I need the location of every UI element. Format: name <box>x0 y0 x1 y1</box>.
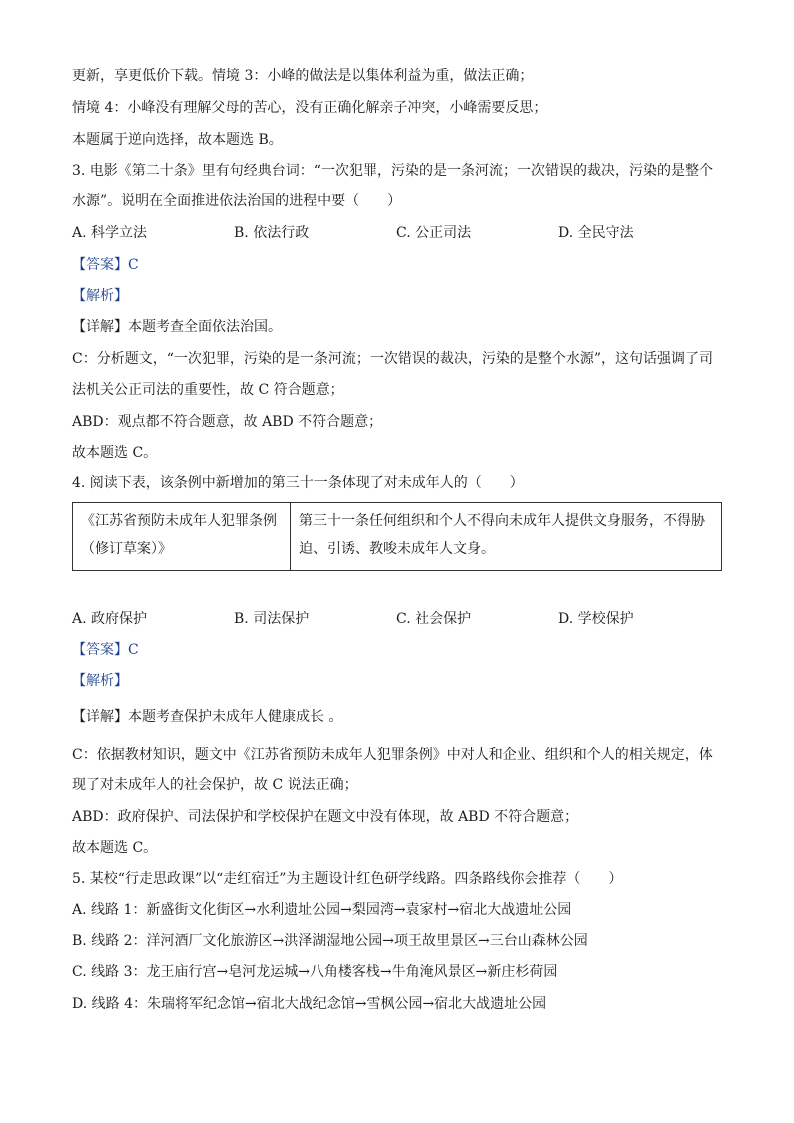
q4-conclusion: 故本题选 C。 <box>72 840 158 856</box>
q3-answer: 【答案】C <box>72 257 139 273</box>
q4-table-left-line-2: （修订草案）》 <box>81 541 172 557</box>
q4-explanation-line-1: C：依据教材知识，题文中《江苏省预防未成年人犯罪条例》中对人和企业、组织和个人的相关规定，体 <box>72 747 713 763</box>
q3-conclusion: 故本题选 C。 <box>72 445 158 461</box>
q4-option-d: D. 学校保护 <box>558 611 634 627</box>
q4-table-left-cell <box>73 503 291 570</box>
intro-line-3: 本题属于逆向选择，故本题选 B。 <box>72 132 283 148</box>
intro-line-2: 情境 4：小峰没有理解父母的苦心，没有正确化解亲子冲突，小峰需要反思； <box>72 100 548 116</box>
q5-stem: 5. 某校“行走思政课”以“走红宿迁”为主题设计红色研学线路。四条路线你会推荐（ ） <box>72 871 623 887</box>
q3-option-a: A. 科学立法 <box>72 225 148 241</box>
q4-table-right-cell <box>291 503 721 570</box>
q5-option-c: C. 线路 3：龙王庙行宫→皂河龙运城→八角楼客栈→牛角淹风景区→新庄杉荷园 <box>72 964 558 980</box>
q3-explanation-line-2: 法机关公正司法的重要性，故 C 符合题意； <box>72 382 344 398</box>
intro-line-1: 更新，享更低价下载。情境 3：小峰的做法是以集体利益为重，做法正确； <box>72 68 534 84</box>
q3-explanation-line-3: ABD：观点都不符合题意，故 ABD 不符合题意； <box>72 414 383 430</box>
q4-table-right-line-1: 第三十一条任何组织和个人不得向未成年人提供文身服务，不得胁 <box>299 513 705 529</box>
q4-table-left-line-1: 《江苏省预防未成年人犯罪条例 <box>81 513 277 529</box>
q3-option-d: D. 全民守法 <box>558 225 634 241</box>
q3-analysis-label: 【解析】 <box>72 288 128 304</box>
q3-option-b: B. 依法行政 <box>234 225 310 241</box>
q4-analysis-label: 【解析】 <box>72 673 128 689</box>
q4-answer: 【答案】C <box>72 642 139 658</box>
q3-stem-line-2: 水源”。说明在全面推进依法治国的进程中要（ ） <box>72 193 402 209</box>
q3-stem-line-1: 3. 电影《第二十条》里有句经典台词：“一次犯罪，污染的是一条河流；一次错误的裁决，污染的是整个 <box>72 163 713 179</box>
q4-option-a: A. 政府保护 <box>72 611 148 627</box>
q3-option-c: C. 公正司法 <box>396 225 472 241</box>
q4-detail: 【详解】本题考查保护未成年人健康成长 。 <box>72 709 343 725</box>
q5-option-a: A. 线路 1：新盛街文化街区→水利遗址公园→梨园湾→袁家村→宿北大战遗址公园 <box>72 902 572 918</box>
q4-explanation-line-3: ABD：政府保护、司法保护和学校保护在题文中没有体现，故 ABD 不符合题意； <box>72 809 579 825</box>
q4-explanation-line-2: 现了对未成年人的社会保护，故 C 说法正确； <box>72 777 358 793</box>
q4-table <box>72 502 722 571</box>
q4-table-right-line-2: 迫、引诱、教唆未成年人文身。 <box>299 541 495 557</box>
q5-option-d: D. 线路 4：朱瑞将军纪念馆→宿北大战纪念馆→雪枫公园→宿北大战遗址公园 <box>72 996 547 1012</box>
q3-explanation-line-1: C：分析题文，“一次犯罪，污染的是一条河流；一次错误的裁决，污染的是整个水源”，这句话强调了司 <box>72 351 714 367</box>
q4-option-b: B. 司法保护 <box>234 611 310 627</box>
q3-detail: 【详解】本题考查全面依法治国。 <box>72 319 282 335</box>
q4-stem: 4. 阅读下表，该条例中新增加的第三十一条体现了对未成年人的（ ） <box>72 475 524 491</box>
q5-option-b: B. 线路 2：洋河酒厂文化旅游区→洪泽湖湿地公园→项王故里景区→三台山森林公园 <box>72 933 588 949</box>
q4-option-c: C. 社会保护 <box>396 611 472 627</box>
